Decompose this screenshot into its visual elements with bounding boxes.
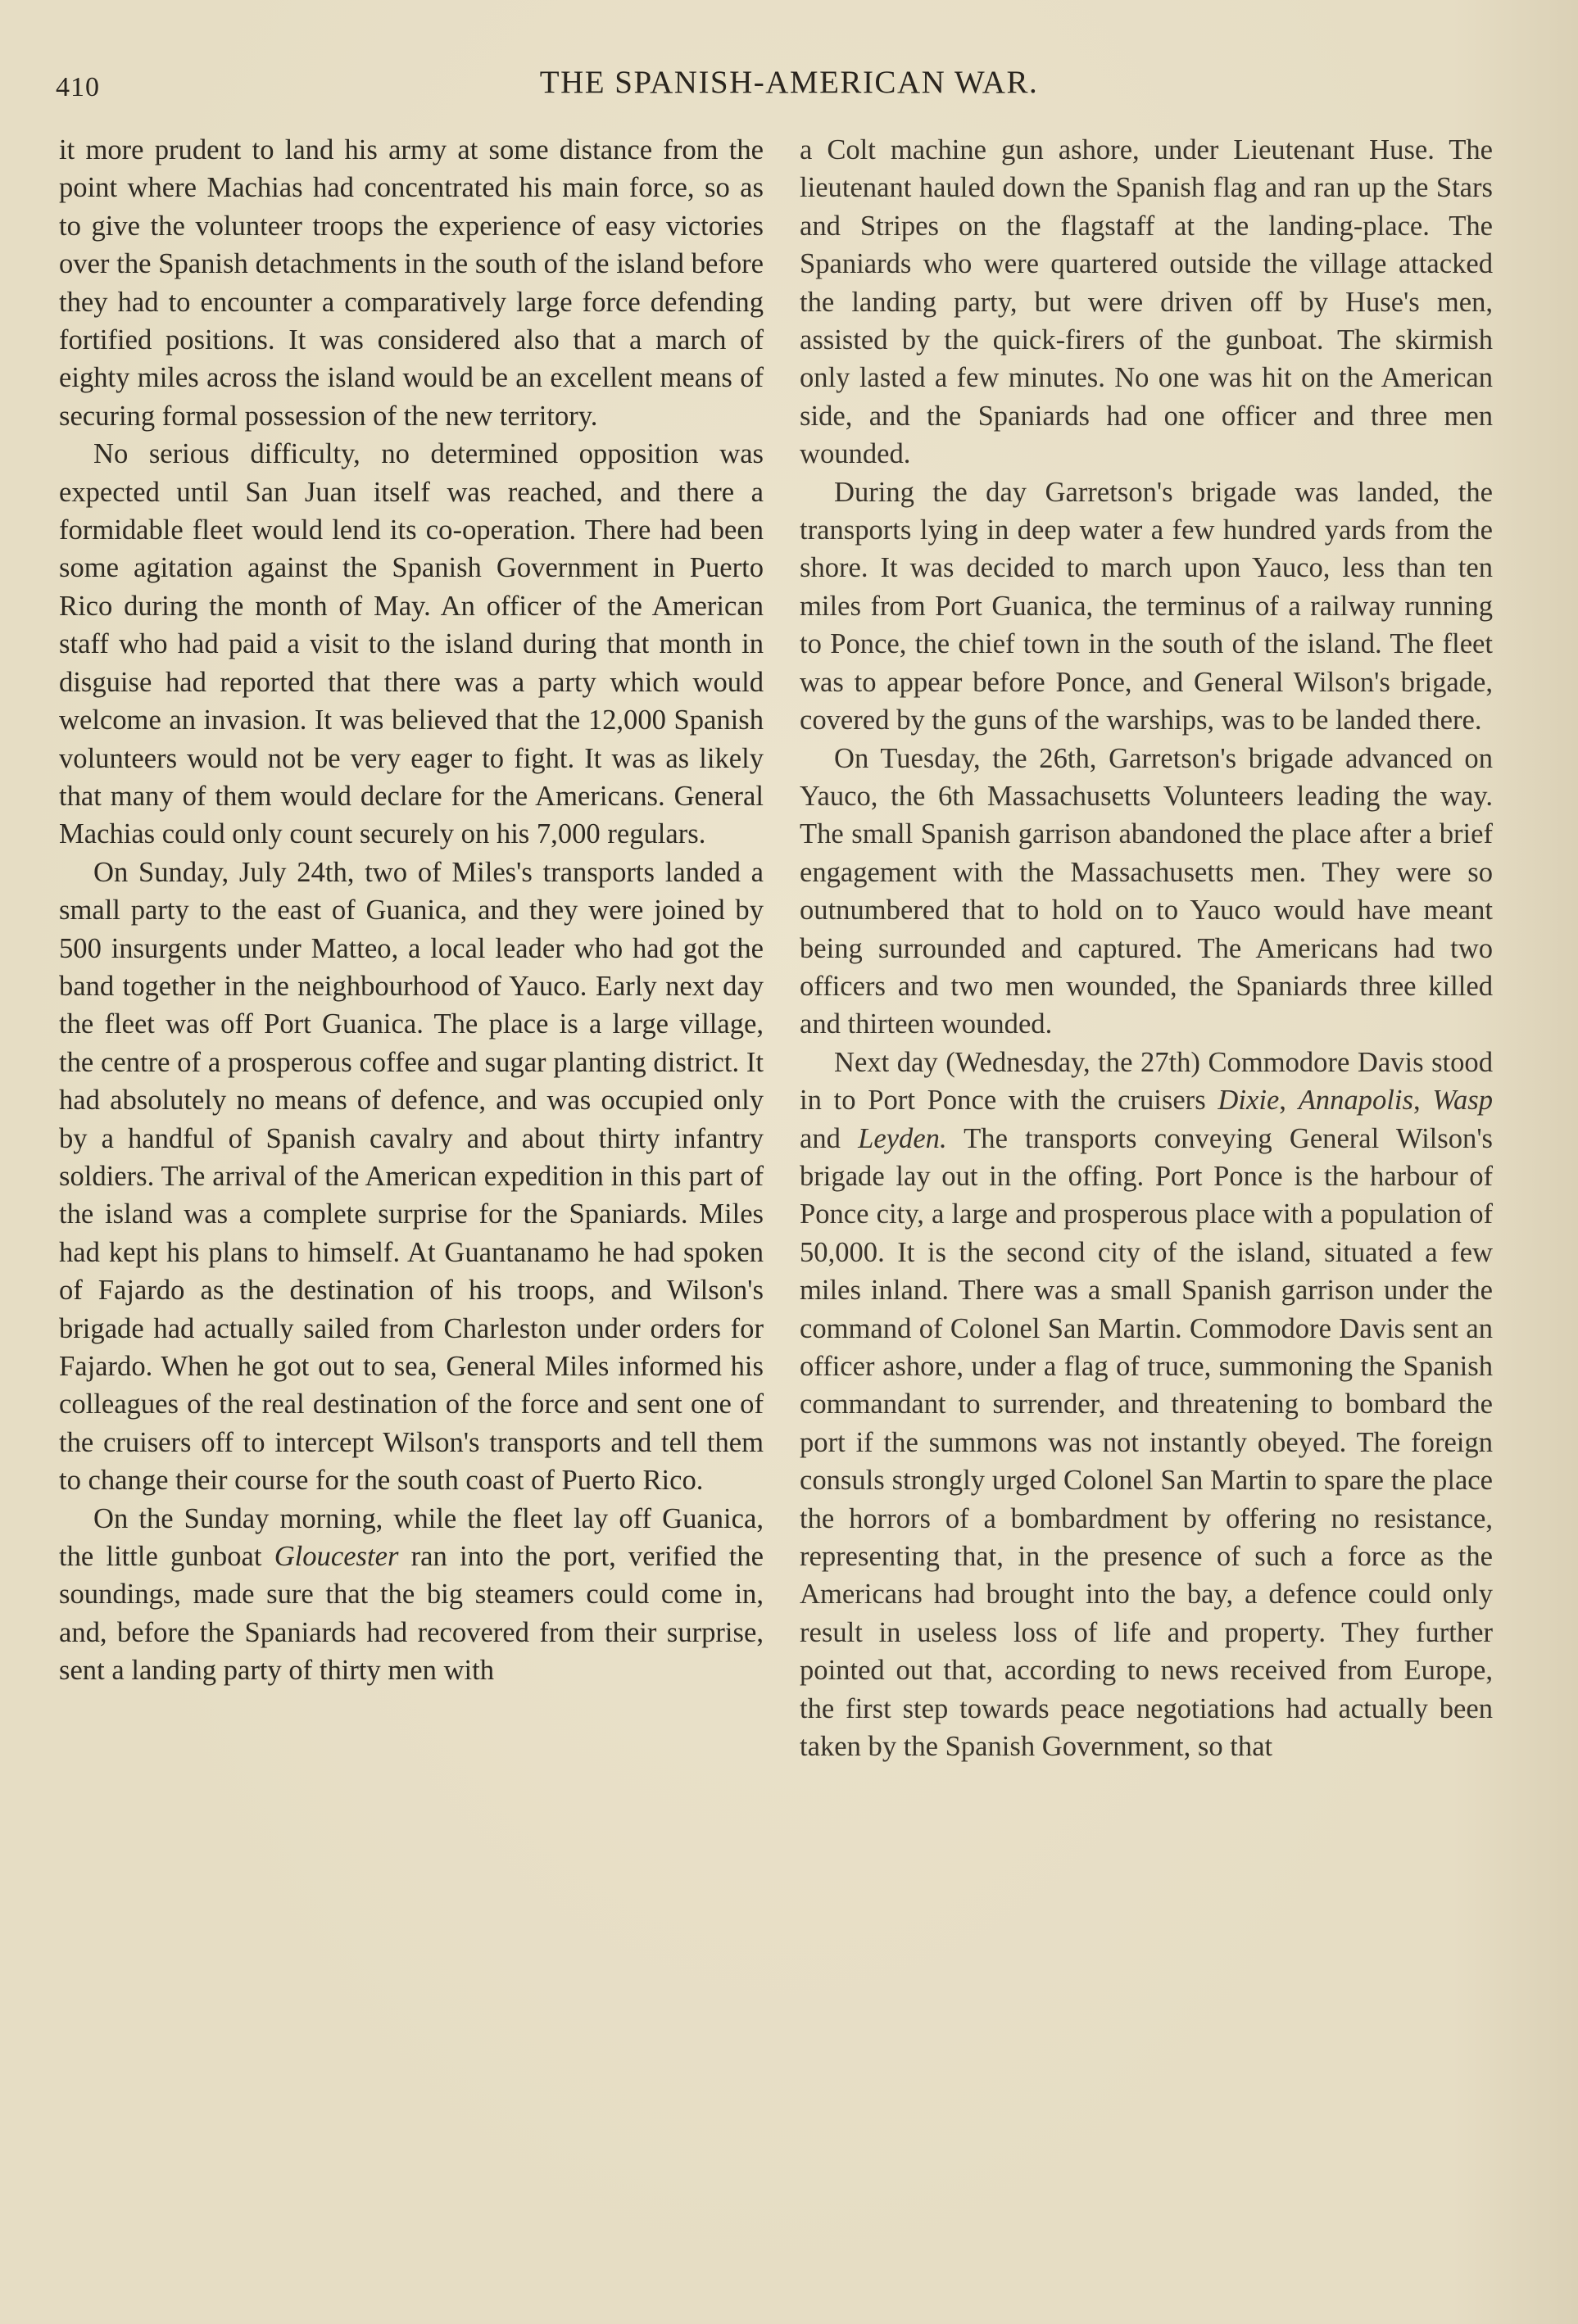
separator: , xyxy=(1412,1085,1433,1117)
paragraph: On Sunday, July 24th, two of Miles's transports landed a small party to the east of Guanica, and they were joined by 500 insurgents under Matteo, a local leader who had got the band together in the neighbourhood of Yauco. Early next day the fleet was off Port Guanica. The place is a large village, the centre of a prosperous coffee and sugar planting district. It had absolutely no means of defence, and was occupied only by a handful of Spanish cavalry and about thirty infantry soldiers. The arrival of the American expedition in this part of the island was a complete surprise for the Spaniards. Miles had kept his plans to himself. At Guantanamo he had spoken of Fajardo as the destination of his troops, and Wilson's brigade had actually sailed from Charleston under orders for Fajardo. When he got out to sea, General Miles informed his colleagues of the real destination of the force and sent one of the cruisers off to intercept Wilson's transports and tell them to change their course for the south coast of Puerto Rico. xyxy=(59,856,764,1497)
ship-name: Annapolis xyxy=(1298,1085,1413,1117)
page-number: 410 xyxy=(56,72,100,102)
ship-name: Gloucester xyxy=(274,1541,399,1573)
right-column xyxy=(800,131,1493,1765)
page-header xyxy=(0,57,1578,106)
paragraph-text: The transports conveying General Wilson's brigade lay out in the offing. Port Ponce is the harbour of Ponce city, a large and prosperous place with a population of 50,000. It is the second city of the island, situated a few miles inland. There was a small Spanish garrison under the command of Colonel San Martin. Commodore Davis sent an officer ashore, under a flag of truce, summoning the Spanish commandant to surrender, and threatening to bombard the port if the summons was not instantly obeyed. The foreign consuls strongly urged Colonel San Martin to spare the place the horrors of a bombardment by offering no resistance, representing that, in the presence of such a force as the Americans had brought into the bay, a defence could only result in useless loss of life and property. They further pointed out that, according to news received from Europe, the first step towards peace negotiations had actually been taken by the Spanish Government, so that xyxy=(800,1122,1494,1763)
separator: , xyxy=(1279,1085,1299,1117)
paragraph-text: On the Sunday morning, while the fleet lay off Guanica, the little gunboat xyxy=(59,1502,764,1573)
running-title: THE SPANISH-AMERICAN WAR. xyxy=(539,65,1039,100)
left-column xyxy=(59,131,764,1690)
paragraph: it more prudent to land his army at some distance from the point where Machias had concentrated his main force, so as to give the volunteer troops the experience of easy victories over the Spanish detachments in the south of the island before they had to encounter a comparatively large force defending fortified positions. It was considered also that a march of eighty miles across the island would be an excellent means of securing formal possession of the new territory. xyxy=(59,134,764,432)
paragraph xyxy=(800,1044,1493,1766)
paragraph-text: Next day (Wednesday, the 27th) Commodore Davis stood in to Port Ponce with the cruisers xyxy=(800,1046,1493,1117)
ship-name: Leyden. xyxy=(858,1122,947,1154)
paragraph: On Tuesday, the 26th, Garretson's brigade advanced on Yauco, the 6th Massachusetts Volunteers leading the way. The small Spanish garrison abandoned the place after a brief engagement with the Massachusetts men. They were so outnumbered that to hold on to Yauco would have meant being surrounded and captured. The Americans had two officers and two men wounded, the Spaniards three killed and thirteen wounded. xyxy=(800,742,1493,1040)
ship-name: Wasp xyxy=(1432,1085,1493,1117)
paragraph: During the day Garretson's brigade was landed, the transports lying in deep water a few hundred yards from the shore. It was decided to march upon Yauco, less than ten miles from Port Guanica, the terminus of a railway running to Ponce, the chief town in the south of the island. The fleet was to appear before Ponce, and General Wilson's brigade, covered by the guns of the warships, was to be landed there. xyxy=(800,476,1493,736)
ship-name: Dixie xyxy=(1218,1085,1280,1117)
conjunction: and xyxy=(800,1122,859,1154)
paragraph: a Colt machine gun ashore, under Lieutenant Huse. The lieutenant hauled down the Spanish flag and ran up the Stars and Stripes on the flagstaff at the landing-place. The Spaniards who were quartered outside the village attacked the landing party, but were driven off by Huse's men, assisted by the quick-firers of the gunboat. The skirmish only lasted a few minutes. No one was hit on the American side, and the Spaniards had one officer and three men wounded. xyxy=(800,134,1493,470)
paragraph: No serious difficulty, no determined opposition was expected until San Juan itself was reached, and there a formidable fleet would lend its co-operation. There had been some agitation against the Spanish Government in Puerto Rico during the month of May. An officer of the American staff who had paid a visit to the island during that month in disguise had reported that there was a party which would welcome an invasion. It was believed that the 12,000 Spanish volunteers would not be very eager to fight. It was as likely that many of them would declare for the Americans. General Machias could only count securely on his 7,000 regulars. xyxy=(59,438,764,850)
paragraph-text: ran into the port, verified the soundings, made sure that the big steamers could come in, and, before the Spaniards had recovered from their surprise, sent a landing party of thirty men with xyxy=(59,1541,764,1687)
paragraph xyxy=(59,1500,764,1690)
